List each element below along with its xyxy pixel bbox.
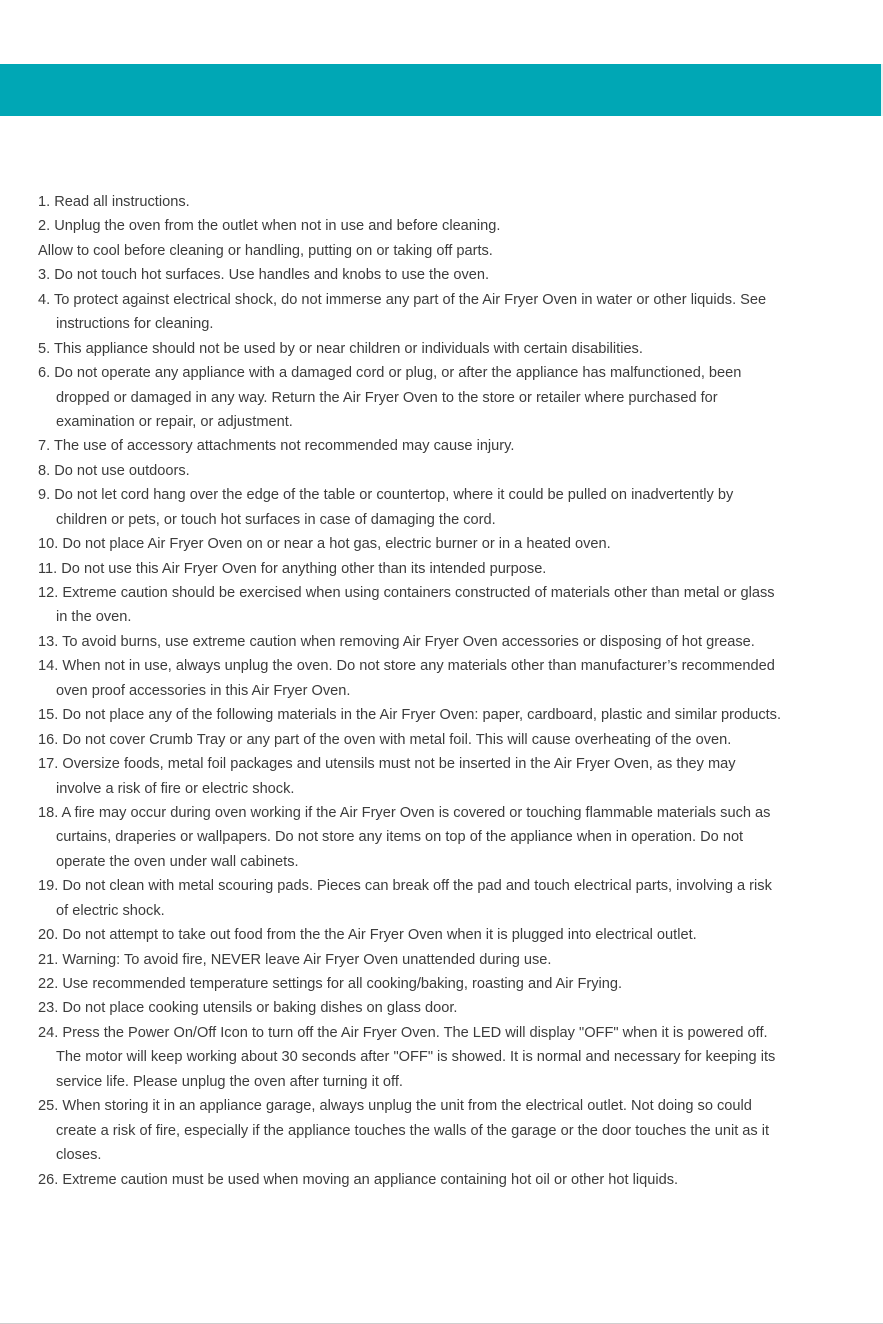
instruction-line: 15. Do not place any of the following materials in the Air Fryer Oven: paper, cardboard, plastic and similar products. [38,707,782,724]
instruction-line: 23. Do not place cooking utensils or baking dishes on glass door. [38,1000,458,1017]
instruction-line: 16. Do not cover Crumb Tray or any part of the oven with metal foil. This will cause overheating of the oven. [38,731,732,748]
instruction-line: The motor will keep working about 30 seconds after "OFF" is showed. It is normal and necessary for keeping its [56,1049,776,1066]
safety-instructions-list [38,190,843,1192]
instruction-line: 19. Do not clean with metal scouring pads. Pieces can break off the pad and touch electrical parts, involving a risk [38,878,772,895]
instruction-line: 17. Oversize foods, metal foil packages and utensils must not be inserted in the Air Fryer Oven, as they may [38,756,736,773]
instruction-line: Allow to cool before cleaning or handling, putting on or taking off parts. [38,242,493,259]
instruction-line: 6. Do not operate any appliance with a damaged cord or plug, or after the appliance has malfunctioned, been [38,365,742,382]
header-banner [0,64,881,116]
instruction-line: 14. When not in use, always unplug the oven. Do not store any materials other than manufacturer’s recommended [38,658,775,675]
instruction-line: 5. This appliance should not be used by or near children or individuals with certain disabilities. [38,340,643,357]
instruction-line: in the oven. [56,609,132,626]
instruction-line: involve a risk of fire or electric shock. [56,780,295,797]
instruction-line: 18. A fire may occur during oven working if the Air Fryer Oven is covered or touching flammable materials such as [38,804,771,821]
instruction-line: 7. The use of accessory attachments not recommended may cause injury. [38,438,515,455]
instruction-line: examination or repair, or adjustment. [56,413,293,430]
instruction-line: closes. [56,1147,102,1164]
instruction-line: service life. Please unplug the oven after turning it off. [56,1073,403,1090]
instruction-line: 8. Do not use outdoors. [38,462,190,479]
instruction-line: 25. When storing it in an appliance garage, always unplug the unit from the electrical outlet. Not doing so could [38,1098,752,1115]
instruction-line: 1. Read all instructions. [38,194,190,210]
instruction-line: dropped or damaged in any way. Return the Air Fryer Oven to the store or retailer where purchased for [56,389,718,406]
instruction-line: curtains, draperies or wallpapers. Do not store any items on top of the appliance when in operation. Do not [56,829,744,846]
instruction-line: 4. To protect against electrical shock, do not immerse any part of the Air Fryer Oven in water or other liquids. See [38,291,767,308]
instruction-line: 11. Do not use this Air Fryer Oven for anything other than its intended purpose. [38,560,547,577]
instruction-line: oven proof accessories in this Air Fryer Oven. [56,682,351,699]
instruction-line: 21. Warning: To avoid fire, NEVER leave Air Fryer Oven unattended during use. [38,951,552,968]
instruction-line: of electric shock. [56,902,165,919]
instruction-line: 22. Use recommended temperature settings for all cooking/baking, roasting and Air Frying. [38,976,623,992]
instruction-line: 3. Do not touch hot surfaces. Use handles and knobs to use the oven. [38,267,490,284]
instruction-line: 26. Extreme caution must be used when moving an appliance containing hot oil or other hot liquids. [38,1171,679,1188]
instruction-line: 12. Extreme caution should be exercised when using containers constructed of materials other than metal or glass [38,585,775,601]
instruction-line: create a risk of fire, especially if the appliance touches the walls of the garage or the door touches the unit as it [56,1122,770,1139]
instruction-line: children or pets, or touch hot surfaces in case of damaging the cord. [56,511,496,528]
instruction-line: instructions for cleaning. [56,316,214,333]
instruction-line: 9. Do not let cord hang over the edge of the table or countertop, where it could be pulled on inadvertently by [38,487,734,504]
instruction-line: 20. Do not attempt to take out food from the the Air Fryer Oven when it is plugged into electrical outlet. [38,927,697,944]
instruction-line: 13. To avoid burns, use extreme caution when removing Air Fryer Oven accessories or disposing of hot grease. [38,633,755,650]
instruction-line: 2. Unplug the oven from the outlet when not in use and before cleaning. [38,218,501,235]
instruction-line: operate the oven under wall cabinets. [56,853,299,870]
instruction-line: 24. Press the Power On/Off Icon to turn off the Air Fryer Oven. The LED will display "OFF" when it is powered off. [38,1024,768,1041]
instruction-line: 10. Do not place Air Fryer Oven on or near a hot gas, electric burner or in a heated oven. [38,536,611,553]
